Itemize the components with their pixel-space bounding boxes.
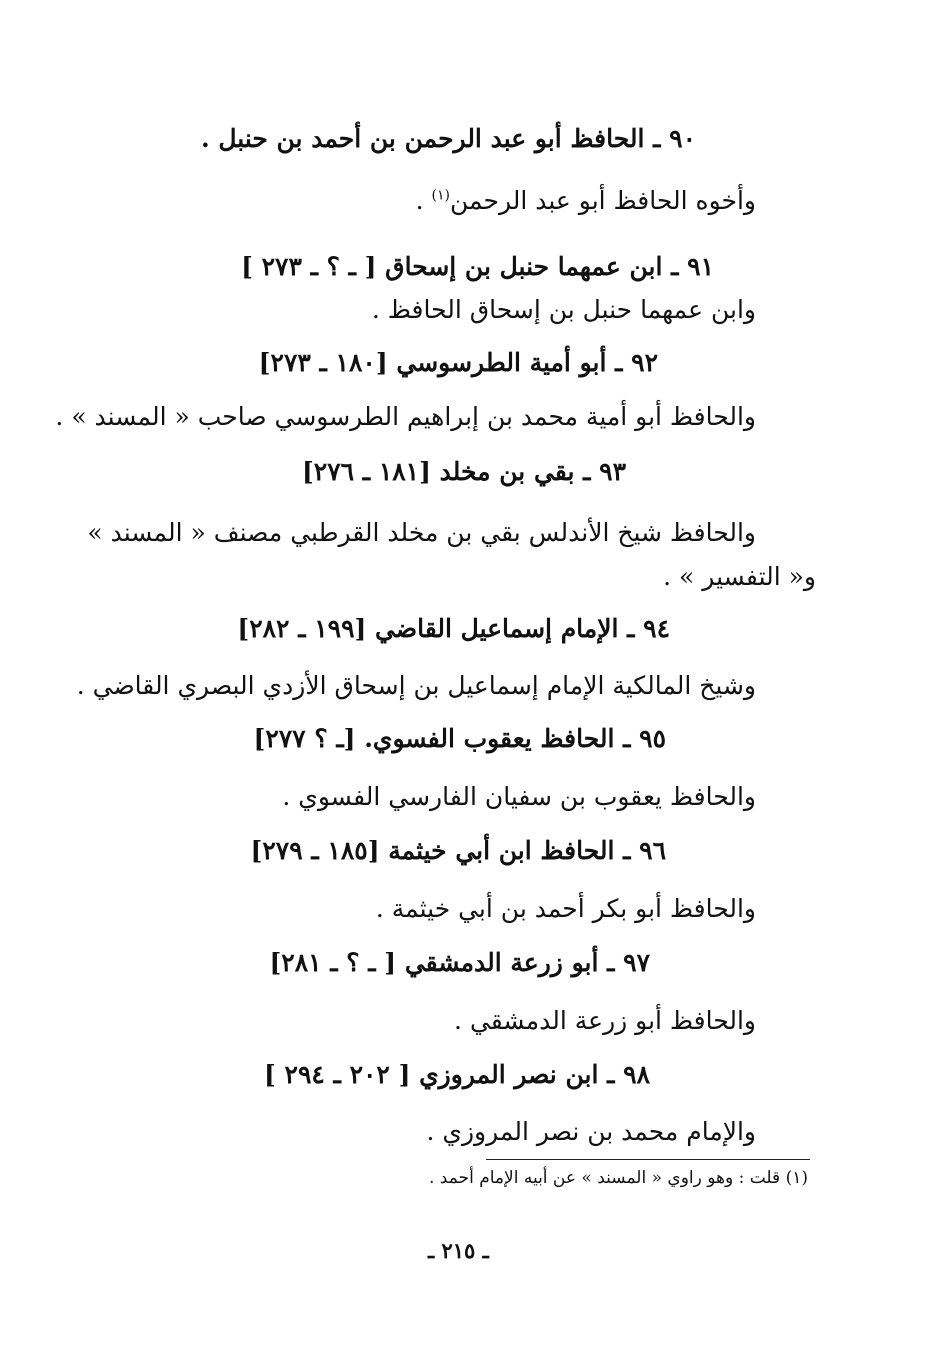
entry-body-90 [416,184,756,218]
entry-heading-98: ٩٨ ـ ابن نصر المروزي [ ٢٠٢ ـ ٢٩٤ ] [264,1060,650,1089]
entry-heading-97: ٩٧ ـ أبو زرعة الدمشقي [ ـ ؟ ـ ٢٨١] [269,948,650,977]
footnote-separator [486,1159,810,1160]
entry-heading-91: ٩١ ـ ابن عمهما حنبل بن إسحاق [ ـ ؟ ـ ٢٧٣ ] [241,252,714,281]
entry-body-97: والحافظ أبو زرعة الدمشقي . [454,1006,756,1035]
entry-body-98: والإمام محمد بن نصر المروزي . [426,1117,756,1146]
entry-body-92: والحافظ أبو أمية محمد بن إبراهيم الطرسوسي صاحب « المسند » . [55,402,756,431]
entry-body-93: والحافظ شيخ الأندلس بقي بن مخلد القرطبي مصنف « المسند » [87,518,756,547]
entry-body-90-text: وأخوه الحافظ أبو عبد الرحمن [450,186,756,215]
entry-heading-92: ٩٢ ـ أبو أمية الطرسوسي [١٨٠ ـ ٢٧٣] [258,348,658,377]
entry-body-96: والحافظ أبو بكر أحمد بن أبي خيثمة . [375,894,756,923]
entry-body-95: والحافظ يعقوب بن سفيان الفارسي الفسوي . [282,782,756,811]
entry-body-90-end: . [415,186,432,215]
entry-body-94: وشيخ المالكية الإمام إسماعيل بن إسحاق الأزدي البصري القاضي . [76,671,756,700]
entry-body-91: وابن عمهما حنبل بن إسحاق الحافظ . [371,295,756,324]
page-number: ـ ٢١٥ ـ [428,1238,489,1263]
entry-heading-90: ٩٠ ـ الحافظ أبو عبد الرحمن بن أحمد بن حنبل . [200,124,696,153]
footnote: (١) قلت : وهو راوي « المسند » عن أبيه الإمام أحمد . [429,1168,808,1188]
entry-heading-93: ٩٣ ـ بقي بن مخلد [١٨١ ـ ٢٧٦] [301,457,626,486]
entry-heading-95: ٩٥ ـ الحافظ يعقوب الفسوي. [ـ ؟ ٢٧٧] [253,724,666,753]
footnote-marker: (١) [431,187,451,204]
entry-heading-94: ٩٤ ـ الإمام إسماعيل القاضي [١٩٩ ـ ٢٨٢] [237,614,670,643]
entry-heading-96: ٩٦ ـ الحافظ ابن أبي خيثمة [١٨٥ ـ ٢٧٩] [250,836,666,865]
entry-body-93-cont: و« التفسير » . [663,562,816,591]
